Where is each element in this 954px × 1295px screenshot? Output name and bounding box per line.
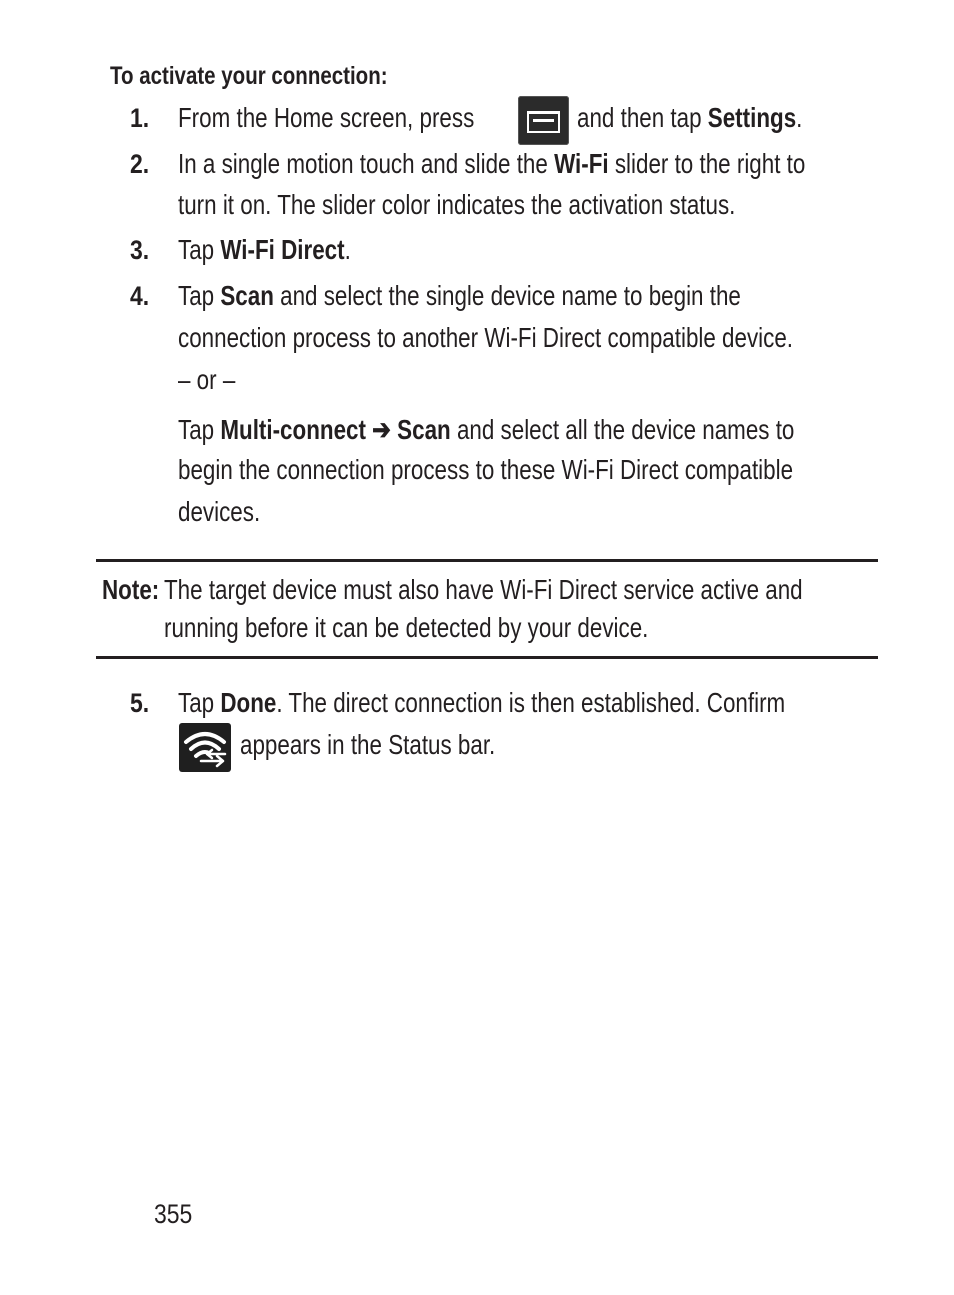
multi-connect-label: Multi-connect — [220, 414, 366, 445]
wifi-direct-status-icon — [179, 723, 231, 772]
step-4-line-1-before: Tap — [178, 280, 215, 311]
note-top-rule — [96, 559, 878, 562]
step-4-line-1 — [178, 280, 741, 312]
wifi-label: Wi-Fi — [554, 148, 609, 179]
step-4-number: 4. — [130, 281, 150, 311]
step-1-text-after — [577, 102, 802, 134]
step-3-before: Tap — [178, 234, 215, 265]
step-1-middle: and then tap — [577, 102, 702, 133]
menu-key-icon — [518, 96, 569, 145]
step-4-line-1-after: and select the single device name to begin the — [280, 280, 741, 311]
note-bottom-rule — [96, 656, 878, 659]
step-4-line-2: connection process to another Wi-Fi Direct compatible device. — [178, 322, 794, 353]
note-line-2: running before it can be detected by your device. — [164, 612, 649, 643]
step-2-line-2: turn it on. The slider color indicates the activation status. — [178, 189, 736, 220]
step-1-before: From the Home screen, press — [178, 102, 475, 133]
step-1-text-before — [178, 102, 474, 134]
section-heading: To activate your connection: — [110, 62, 388, 90]
step-5-number: 5. — [130, 688, 150, 718]
arrow-right-icon: ➔ — [372, 414, 391, 445]
step-3-number: 3. — [130, 235, 150, 265]
scan-label-alt: Scan — [397, 414, 451, 445]
step-1-after: . — [796, 102, 803, 133]
step-5-line-2: appears in the Status bar. — [240, 729, 496, 760]
step-4-or: – or – — [178, 364, 236, 395]
step-5-line-1 — [178, 687, 785, 719]
page-number: 355 — [154, 1199, 193, 1229]
step-5-line-1-after: . The direct connection is then established. Confirm — [276, 687, 786, 718]
step-3-after: . — [344, 234, 351, 265]
step-3-line — [178, 234, 351, 266]
step-5-line-1-before: Tap — [178, 687, 215, 718]
step-4-alt-after: and select all the device names to — [456, 414, 795, 445]
done-label: Done — [220, 687, 277, 718]
settings-label: Settings — [707, 102, 797, 133]
step-4-alt-line-2: begin the connection process to these Wi-Fi Direct compatible — [178, 454, 794, 485]
step-4-alt-before: Tap — [178, 414, 215, 445]
step-2-line-1-after: slider to the right to — [614, 148, 806, 179]
note-line-1: The target device must also have Wi-Fi Direct service active and — [164, 574, 803, 605]
step-4-alt-line-1 — [178, 413, 794, 446]
step-1-number: 1. — [130, 103, 150, 133]
step-2-line-1-before: In a single motion touch and slide the — [178, 148, 548, 179]
scan-label: Scan — [220, 280, 274, 311]
note-label: Note: — [102, 574, 160, 605]
wifi-direct-label: Wi-Fi Direct — [220, 234, 345, 265]
step-4-alt-line-3: devices. — [178, 496, 261, 527]
step-2-line-1 — [178, 148, 805, 180]
step-2-number: 2. — [130, 149, 150, 179]
